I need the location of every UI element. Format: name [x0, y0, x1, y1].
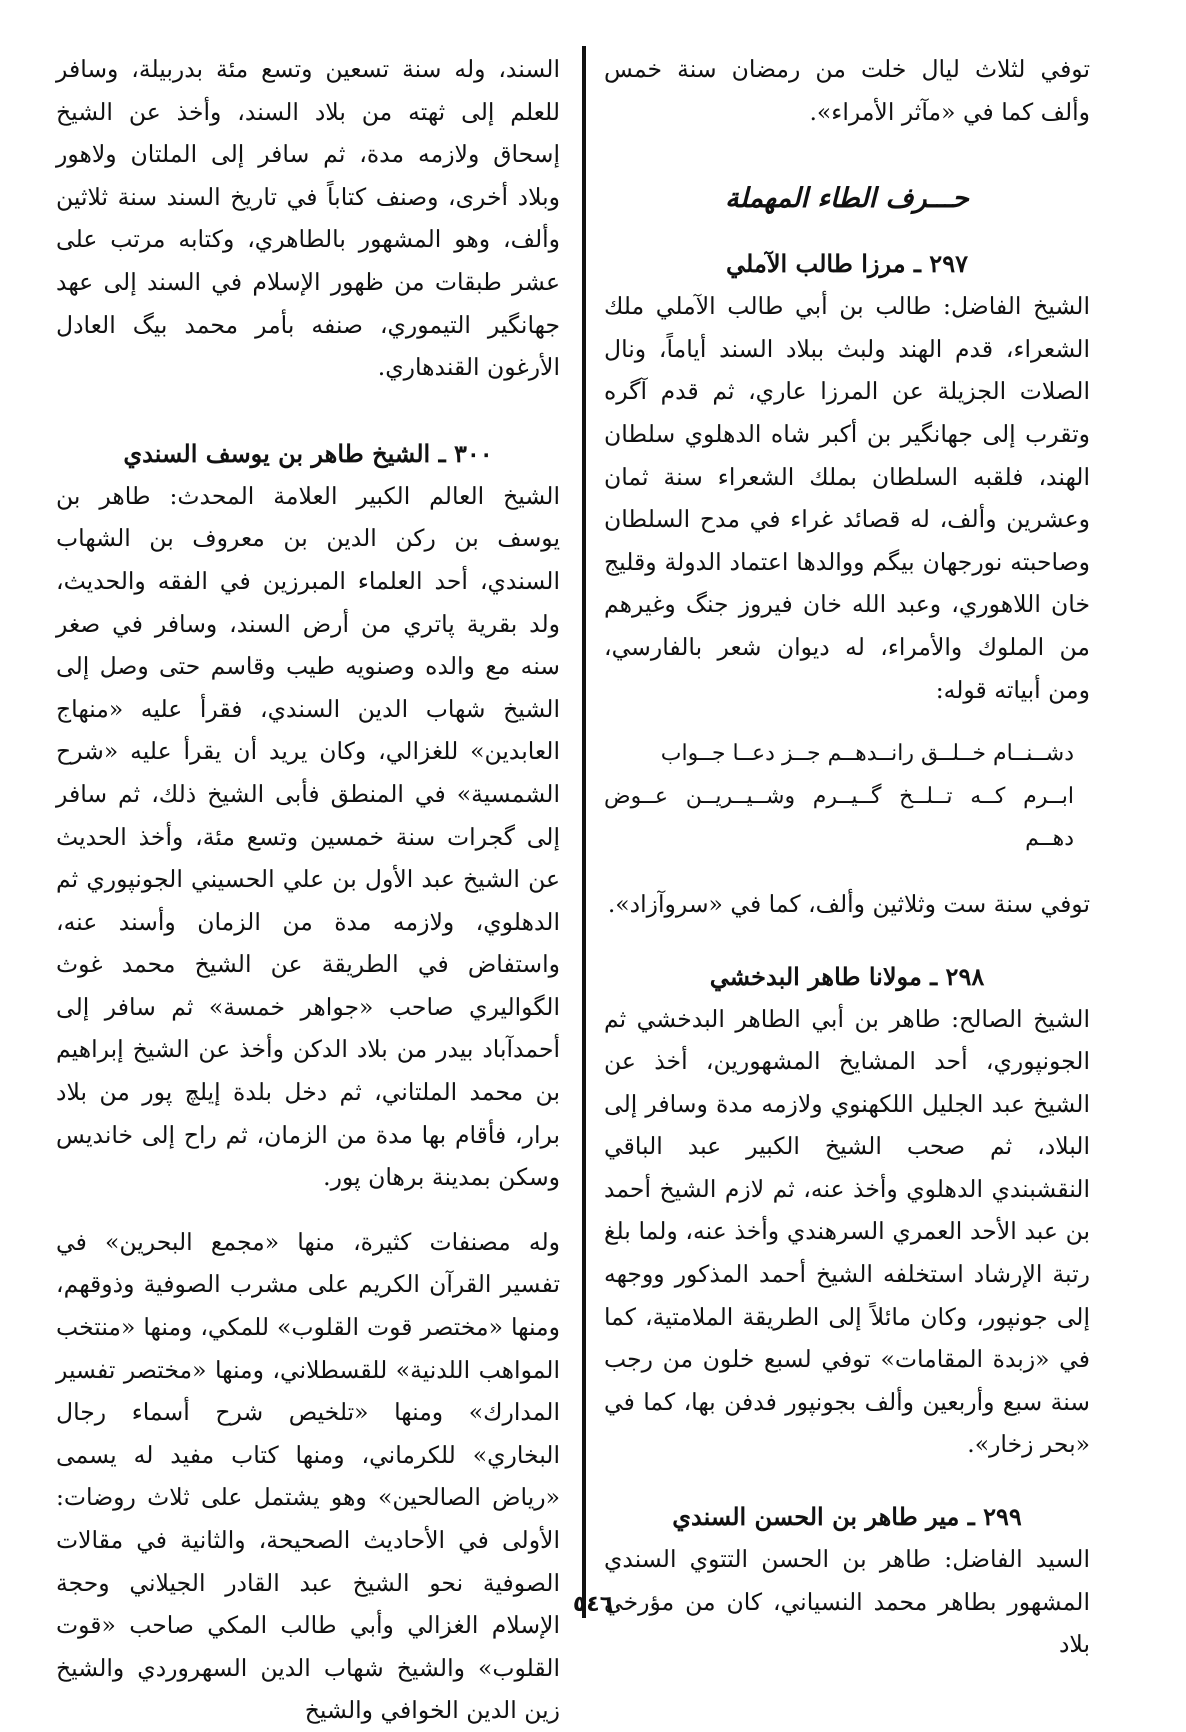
column-divider: [582, 46, 586, 1618]
chapter-heading: حـــرف الطاء المهملة: [725, 183, 969, 215]
poem-line-2: ابــرم كــه تــلــخ گــيــرم وشــيــريــن عــوض دهــم: [604, 783, 1074, 852]
poem-line-1: دشــنــام خــلــق رانــدهــم جــز دعــا جــواب: [660, 741, 1074, 767]
entry-300-heading: ٣٠٠ ـ الشيخ طاهر بن يوسف السندي: [123, 438, 493, 468]
entry-300-text-continued: وله مصنفات كثيرة، منها «مجمع البحرين» في تفسير القرآن الكريم على مشرب الصوفية وذوقهم، ومنها «مختصر قوت القلوب» للمكي، ومنها «منتخب المواهب اللدنية» للقسطلاني، ومنها «مختصر تفسير المدارك» ومنها «تلخيص شرح أسماء رجال البخاري» للكرماني، ومنها كتاب مفيد له يسمى «رياض الصالحين» وهو يشتمل على ثلاث روضات: الأولى في الأحاديث الصحيحة، والثانية في مقالات الصوفية نحو الشيخ عبد القادر الجيلاني وحجة الإسلام الغزالي وأبي طالب المكي صاحب «قوت القلوب» والشيخ شهاب الدين السهروردي والشيخ زين الدين الخوافي والشيخ: [56, 1227, 560, 1725]
intro-paragraph: توفي لثلاث ليال خلت من رمضان سنة خمس وألف كما في «مآثر الأمراء».: [604, 55, 1090, 126]
entry-297-heading: ٢٩٧ ـ مرزا طالب الآملي: [726, 249, 968, 279]
entry-297-text: الشيخ الفاضل: طالب بن أبي طالب الآملي ملك الشعراء، قدم الهند ولبث ببلاد السند أياماً، ونال الصلات الجزيلة عن المرزا عاري، ثم قدم آگره وتقرب إلى جهانگير بن أكبر شاه الدهلوي سلطان الهند، فلقبه السلطان بملك الشعراء سنة ثمان وعشرين وألف، له قصائد غراء في مدح السلطان وصاحبته نورجهان بيگم ووالدها اعتماد الدولة وقليج خان اللاهوري، وعبد الله خان فيروز جنگ وغيرهم من الملوك والأمراء، له ديوان شعر بالفارسي، ومن أبياته قوله:: [604, 292, 1090, 704]
entry-298-heading: ٢٩٨ ـ مولانا طاهر البدخشي: [709, 961, 985, 991]
entry-299-text: السيد الفاضل: طاهر بن الحسن التتوي السندي المشهور بطاهر محمد النسياني، كان من مؤرخي بلاد: [604, 1545, 1090, 1659]
entry-297-closing: توفي سنة ست وثلاثين وألف، كما في «سروآزاد».: [607, 889, 1090, 918]
entry-299-heading: ٢٩٩ ـ مير طاهر بن الحسن السندي: [672, 1502, 1022, 1532]
right-column: [604, 48, 1090, 1666]
entry-300-text: الشيخ العالم الكبير العلامة المحدث: طاهر بن يوسف بن ركن الدين بن معروف بن الشهاب السندي، أحد العلماء المبرزين في الفقه والحديث، ولد بقرية پاتري من أرض السند، وسافر في صغر سنه مع والده وصنويه طيب وقاسم حتى وصل إلى الشيخ شهاب الدين السندي، فقرأ عليه «منهاج العابدين» للغزالي، وكان يريد أن يقرأ عليه «شرح الشمسية» في المنطق فأبى الشيخ ذلك، ثم سافر إلى گجرات سنة خمسين وتسع مئة، وأخذ الحديث عن الشيخ عبد الأول بن علي الحسيني الجونپوري ثم الدهلوي، ولازمه مدة من الزمان وأسند عنه، واستفاض في الطريقة عن الشيخ محمد غوث الگواليري صاحب «جواهر خمسة» ثم سافر إلى أحمدآباد بيدر من بلاد الدكن وأخذ عن الشيخ إبراهيم بن محمد الملتاني، ثم دخل بلدة إيلچ پور من بلاد برار، فأقام بها مدة من الزمان، ثم راح إلى خانديس وسكن بمدينة برهان پور.: [56, 481, 560, 1192]
entry-298-text: الشيخ الصالح: طاهر بن أبي الطاهر البدخشي ثم الجونپوري، أحد المشايخ المشهورين، أخذ عن الشيخ عبد الجليل اللكهنوي ولازمه مدة وسافر إلى البلاد، ثم صحب الشيخ الكبير عبد الباقي النقشبندي الدهلوي وأخذ عنه، ثم لازم الشيخ أحمد بن عبد الأحد العمري السرهندي وأخذ عنه، ولما بلغ رتبة الإرشاد استخلفه الشيخ أحمد المذكور ووجهه إلى جونپور، وكان مائلاً إلى الطريقة الملامتية، كما في «زبدة المقامات» توفي لسبع خلون من رجب سنة سبع وأربعين وألف بجونپور فدفن بها، كما في «بحر زخار».: [604, 1004, 1090, 1459]
entry-299-continuation: السند، وله سنة تسعين وتسع مئة بدربيلة، وسافر للعلم إلى ثهته من بلاد السند، وأخذ عن الشيخ إسحاق ولازمه مدة، ثم سافر إلى الملتان ولاهور وبلاد أخرى، وصنف كتاباً في تاريخ السند سنة ثلاثين وألف، وهو المشهور بالطاهري، وكتابه مرتب على عشر طبقات من ظهور الإسلام في السند إلى عهد جهانگير التيموري، صنفه بأمر محمد بيگ العادل الأرغون القندهاري.: [56, 55, 560, 382]
left-column: [56, 48, 560, 1732]
page-number: ٥٤٦: [572, 1592, 614, 1617]
